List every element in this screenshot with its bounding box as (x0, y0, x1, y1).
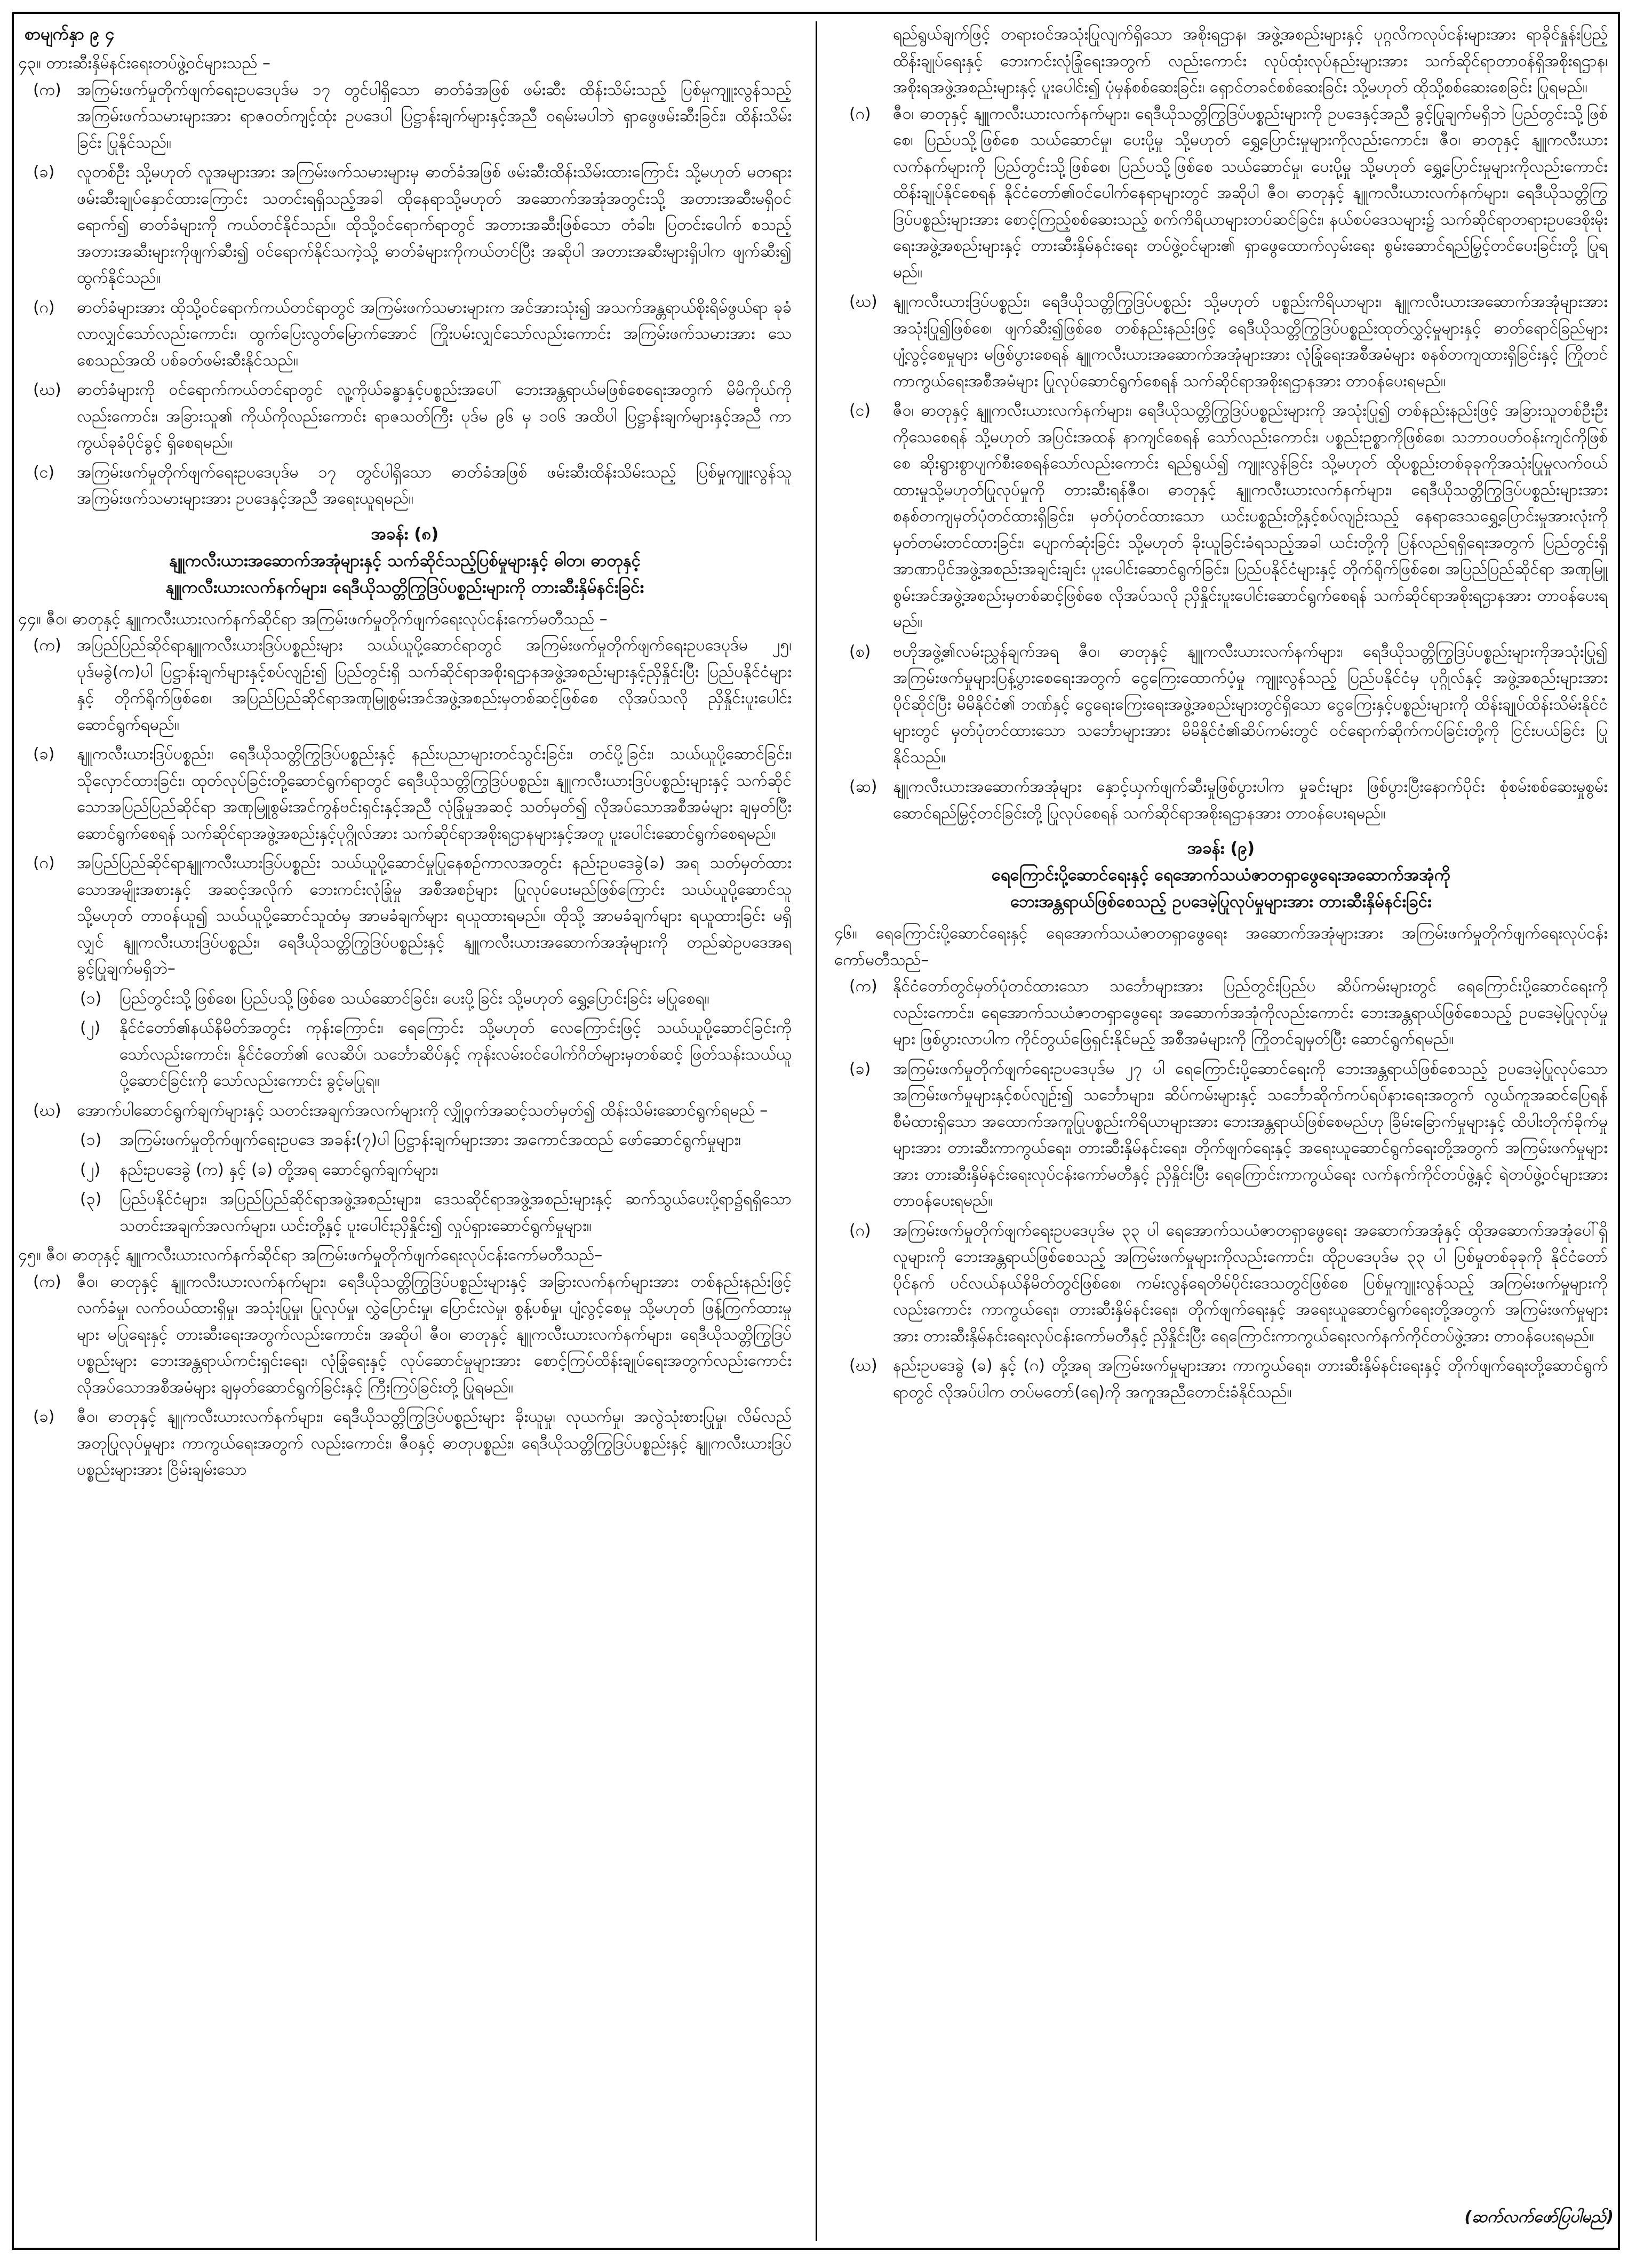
clause-text: နျူကလီးယားအဆောက်အအုံများ နှောင့်ယှက်ဖျက်ဆီးမှုဖြစ်ပွားပါက မှုခင်းများ ဖြစ်ပွားပြီးနောက်ပိုင်း စုံစမ်းစစ်ဆေးမှုစွမ်းဆောင်ရည်မြှင့်တင်ခြင်းတို့ ပြုလုပ်စေရန် သက်ဆိုင်ရာအစိုးရဌာနအား တာဝန်ပေးရမည်။ (893, 777, 1608, 823)
continued-paragraph: ရည်ရွယ်ချက်ဖြင့် တရားဝင်အသုံးပြုလျက်ရှိသော အစိုးရဌာန၊ အဖွဲ့အစည်းများနှင့် ပုဂ္ဂလိကလုပ်ငန်းများအား ရာခိုင်နှုန်းပြည့်ထိန်းချုပ်ရေးနှင့် ဘေးကင်းလုံခြုံရေးအတွက် လည်းကောင်း လုပ်ထုံးလုပ်နည်းများအား သက်ဆိုင်ရာတာဝန်ရှိအစိုးရဌာန၊ အစိုးရအဖွဲ့အစည်းများနှင့် ပူးပေါင်း၍ ပုံမှန်စစ်ဆေးခြင်း၊ ရှောင်တခင်စစ်ဆေးခြင်း သို့မဟုတ် ထိုသို့စစ်ဆေးစေခြင်း ပြုရမည်။ (893, 25, 1608, 97)
clause-text: ဓာတ်ခံများကို ဝင်ရောက်ကယ်တင်ရာတွင် လူ့ကိုယ်ခန္ဓာနှင့်ပစ္စည်းအပေါ် ဘေးအန္တရာယ်မဖြစ်စေရေးအတွက် မိမိကိုယ်ကိုလည်းကောင်း၊ အခြားသူ၏ ကိုယ်ကိုလည်းကောင်း ရာဇသတ်ကြီး ပုဒ်မ ၉၆ မှ ၁၀၆ အထိပါ ပြဋ္ဌာန်းချက်များနှင့်အညီ ကာကွယ်ခုခံပိုင်ခွင့် ရှိစေရမည်။ (77, 380, 792, 452)
clause-item (18, 1186, 792, 1239)
clause-item (18, 1269, 792, 1401)
clause-text: ပြည်ပနိုင်ငံများ၊ အပြည်ပြည်ဆိုင်ရာအဖွဲ့အစည်းများ၊ ဒေသဆိုင်ရာအဖွဲ့အစည်းများနှင့် ဆက်သွယ်ပေးပို့ရာ၌ရရှိသော သတင်းအချက်အလက်များ၊ ယင်းတို့နှင့် ပူးပေါင်းညှိနှိုင်း၍ လှုပ်ရှားဆောင်ရွက်မှုများ။ (119, 1190, 792, 1235)
right-column (834, 21, 1608, 2241)
clause-text: နည်းဥပဒေခွဲ (ခ) နှင့် (ဂ) တို့အရ အကြမ်းဖက်မှုများအား ကာကွယ်ရေး၊ တားဆီးနှိမ်နင်းရေးနှင့် တိုက်ဖျက်ရေးတို့ဆောင်ရွက်ရာတွင် လိုအပ်ပါက တပ်မတော်(ရေ)ကို အကူအညီတောင်းခံနိုင်သည်။ (893, 1356, 1608, 1402)
clause-item (18, 377, 792, 456)
column-divider (816, 21, 817, 2241)
clause-text: ဗဟိုအဖွဲ့၏လမ်းညွှန်ချက်အရ ဇီဝ၊ ဓာတုနှင့် နျူကလီးယားလက်နက်များ၊ ရေဒီယိုသတ္တိကြွဒြပ်ပစ္စည်းများကိုအသုံးပြု၍ အကြမ်းဖက်မှုများပြန့်ပွားစေရေးအတွက် ငွေကြေးထောက်ပံ့မှု ကျူးလွန်သည့် ပြည်ပနိုင်ငံမှ ပုဂ္ဂိုလ်နှင့် အဖွဲ့အစည်းများအား ပိုင်ဆိုင်ပြီး မိမိနိုင်ငံ၏ ဘဏ်နှင့် ငွေရေးကြေးရေးအဖွဲ့အစည်းများတွင်ရှိသော ငွေကြေးနှင့်ပစ္စည်းများကို ထိန်းချုပ်ထိန်းသိမ်းနိုင်ငံများတွင် မှတ်ပုံတင်ထားသော သင်္ဘောများအား မိမိနိုင်ငံ၏ဆိပ်ကမ်းတွင် ဝင်ရောက်ဆိုက်ကပ်ခြင်းတို့ကို ငြင်းပယ်ခြင်း ပြုနိုင်သည်။ (893, 642, 1608, 767)
clause-label: (ခ) (33, 745, 55, 763)
section-text: ရေကြောင်းပို့ဆောင်ရေးနှင့် ရေအောက်သယံဇာတရှာဖွေရေး အဆောက်အအုံများအား အကြမ်းဖက်မှုတိုက်ဖျက်ရေးလုပ်ငန်းကော်မတီသည်– (834, 924, 1608, 969)
left-column (18, 21, 792, 2241)
clause-item (18, 459, 792, 512)
section-number: ၄၅။ (18, 1246, 41, 1264)
clause-item (834, 639, 1608, 771)
section-44-intro (18, 606, 792, 633)
continued-note: (ဆက်လက်ဖော်ပြပါမည်) (1464, 2208, 1614, 2226)
clause-label: (ခ) (849, 1059, 871, 1078)
clause-label: (ဃ) (33, 380, 61, 399)
clause-text: ပြည်တွင်းသို့ဖြစ်စေ၊ ပြည်ပသို့ဖြစ်စေ သယ်ဆောင်ခြင်း၊ ပေးပို့ခြင်း သို့မဟုတ် ရွှေ့ပြောင်းခြင်း မပြုစေရ။ (119, 989, 709, 1008)
clause-label: (က) (33, 80, 61, 99)
clause-item (18, 295, 792, 374)
clause-item (18, 1404, 792, 1483)
clause-text: အကြမ်းဖက်မှုတိုက်ဖျက်ရေးဥပဒေပုဒ်မ ၁၇ တွင်ပါရှိသော ဓာတ်ခံအဖြစ် ဖမ်းဆီး ထိန်းသိမ်းသည့် ပြစ်မှုကျူးလွန်သည့် အကြမ်းဖက်သမားများအား ရာဇဝတ်ကျင့်ထုံး ဥပဒေပါ ပြဋ္ဌာန်းချက်များနှင့်အညီ ဝရမ်းမပါဘဲ ရှာဖွေဖမ်းဆီးခြင်း၊ ထိန်းသိမ်းခြင်း ပြုနိုင်သည်။ (77, 80, 792, 152)
clause-label: (င) (33, 463, 55, 482)
page-body (18, 21, 1618, 2246)
section-text: ဇီဝ၊ ဓာတုနှင့် နျူကလီးယားလက်နက်ဆိုင်ရာ အကြမ်းဖက်မှုတိုက်ဖျက်ရေးလုပ်ငန်းကော်မတီသည်– (46, 1246, 603, 1264)
clause-label: (စ) (849, 642, 871, 661)
section-43-intro (18, 50, 792, 77)
page-number-header: စာမျက်နှာ ၉ ၄ (25, 25, 115, 44)
clause-label: (၂) (80, 1160, 101, 1179)
clause-label: (ဂ) (33, 298, 55, 317)
chapter-number: အခန်း (၈) (371, 524, 439, 544)
chapter-number: အခန်း (၉) (1187, 839, 1255, 858)
clause-label: (ဂ) (33, 854, 55, 872)
section-number: ၄၃။ (18, 54, 41, 73)
section-45-intro (18, 1242, 792, 1269)
clause-text: ဇီဝ၊ ဓာတုနှင့် နျူကလီးယားလက်နက်များ၊ ရေဒီယိုသတ္တိကြွဒြပ်ပစ္စည်းများနှင့် အခြားလက်နက်များအား တစ်နည်းနည်းဖြင့် လက်ခံမှု၊ လက်ဝယ်ထားရှိမှု၊ အသုံးပြုမှု၊ ပြုလုပ်မှု၊ လွှဲပြောင်းမှု၊ ပြောင်းလဲမှု၊ စွန့်ပစ်မှု၊ ပျံ့လွင့်စေမှု သို့မဟုတ် ဖြန့်ကြက်ထားမှုများ မပြုရေးနှင့် တားဆီးရေးအတွက်လည်းကောင်း၊ အဆိုပါ ဇီဝ၊ ဓာတုနှင့် နျူကလီးယားလက်နက်များ၊ ရေဒီယိုသတ္တိကြွဒြပ်ပစ္စည်းများ ဘေးအန္တရာယ်ကင်းရှင်းရေး၊ လုံခြုံရေးနှင့် လုပ်ဆောင်မှုများအား စောင့်ကြပ်ထိန်းချုပ်ရေးအတွက်လည်းကောင်း လိုအပ်သောအစီအမံများ ချမှတ်ဆောင်ရွက်ခြင်းနှင့် ကြီးကြပ်ခြင်းတို့ ပြုရမည်။ (77, 1272, 792, 1397)
clause-label: (ခ) (33, 163, 55, 181)
clause-text: အကြမ်းဖက်မှုတိုက်ဖျက်ရေးဥပဒေပုဒ်မ ၂၇ ပါ ရေကြောင်းပို့ဆောင်ရေးကို ဘေးအန္တရာယ်ဖြစ်စေသည့် ဥပဒေမဲ့ပြုလုပ်သော အကြမ်းဖက်မှုများနှင့်စပ်လျဉ်း၍ သင်္ဘောများ၊ ဆိပ်ကမ်းများနှင့် သင်္ဘောဆိုက်ကပ်ရပ်နားရေးအတွက် လွယ်ကူအဆင်ပြေရန် စီမံထားရှိသော အထောက်အကူပြုပစ္စည်းကိရိယာများအား ဘေးအန္တရာယ်ဖြစ်စေမည်ဟု ခြိမ်းခြောက်မှုများနှင့် ထိပါးတိုက်ခိုက်မှုများအား တားဆီးကာကွယ်ရေး၊ တားဆီးနှိမ်နင်းရေး၊ တိုက်ဖျက်ရေးနှင့် အရေးယူဆောင်ရွက်ရေးတို့အတွက် အကြမ်းဖက်မှုများအား တားဆီးနှိမ်နင်းရေးလုပ်ငန်းကော်မတီနှင့် ညှိနှိုင်းပြီး ရေကြောင်းကာကွယ်ရေး လက်နက်ကိုင်တပ်ဖွဲ့နှင့် ရဲတပ်ဖွဲ့ဝင်များအား တာဝန်ပေးရမည်။ (893, 1059, 1608, 1210)
clause-item (834, 1217, 1608, 1350)
section-46-intro (834, 920, 1608, 973)
section-44-items (18, 632, 792, 1239)
chapter-9-heading (834, 835, 1608, 915)
clause-label: (ဂ) (849, 1221, 871, 1240)
clause-label: (ဃ) (849, 1356, 877, 1375)
clause-text: ဓာတ်ခံများအား ထိုသို့ဝင်ရောက်ကယ်တင်ရာတွင် အကြမ်းဖက်သမားများက အင်အားသုံး၍ အသက်အန္တရာယ်စိုးရိမ်ဖွယ်ရာ ခုခံလာလျှင်သော်လည်းကောင်း၊ ထွက်ပြေးလွတ်မြောက်အောင် ကြိုးပမ်းလျှင်သော်လည်းကောင်း အကြမ်းဖက်သမားအား သေစေသည်အထိ ပစ်ခတ်ဖမ်းဆီးနိုင်သည်။ (77, 298, 792, 370)
clause-label: (ခ) (33, 1407, 55, 1426)
clause-item (834, 397, 1608, 635)
chapter-title-line: နျူကလီးယားအဆောက်အအုံများနှင့် သက်ဆိုင်သည့်ပြစ်မှုများနှင့် ဓါတ၊ ဓာတုနှင့် (169, 551, 641, 570)
clause-text: နည်းဥပဒေခွဲ (က) နှင့် (ခ) တို့အရ ဆောင်ရွက်ချက်များ၊ (119, 1160, 438, 1179)
clause-label: (က) (849, 977, 877, 996)
clause-item (834, 1056, 1608, 1214)
section-45-items (18, 1269, 792, 1483)
clause-text: အပြည်ပြည်ဆိုင်ရာနျူကလီးယားဒြပ်ပစ္စည်း သယ်ယူပို့ဆောင်မှုပြုနေစဉ်ကာလအတွင်း နည်းဥပဒေခွဲ(ခ) အရ သတ်မှတ်ထားသောအမျိုးအစားနှင့် အဆင့်အလိုက် ဘေးကင်းလုံခြုံမှု အစီအစဉ်များ ပြုလုပ်ပေးမည်ဖြစ်ကြောင်း သယ်ယူပို့ဆောင်သူ သို့မဟုတ် တာဝန်ယူ၍ သယ်ယူပို့ဆောင်သူထံမှ အာမခံချက်များ ရယူထားရမည်။ ထိုသို့ အာမခံချက်များ ရယူထားခြင်း မရှိလျှင် နျူကလီးယားဒြပ်ပစ္စည်း၊ ရေဒီယိုသတ္တိကြွဒြပ်ပစ္စည်းနှင့် နျူကလီးယားအဆောက်အအုံများကို တည်ဆဲဥပဒေအရ ခွင့်ပြုချက်မရှိဘဲ– (77, 854, 792, 978)
clause-text: ဇီဝ၊ ဓာတုနှင့် နျူကလီးယားလက်နက်များ၊ ရေဒီယိုသတ္တိကြွဒြပ်ပစ္စည်းများကို ဥပဒေနှင့်အညီ ခွင့်ပြုချက်မရှိဘဲ ပြည်တွင်းသို့ဖြစ်စေ၊ ပြည်ပသို့ဖြစ်စေ သယ်ဆောင်မှု၊ ပေးပို့မှု သို့မဟုတ် ရွှေ့ပြောင်းမှုများကိုလည်းကောင်း၊ ဇီဝ၊ ဓာတုနှင့် နျူကလီးယားလက်နက်များကို ပြည်တွင်းသို့ဖြစ်စေ၊ ပြည်ပသို့ဖြစ်စေ သယ်ဆောင်မှု၊ ပေးပို့မှု သို့မဟုတ် ရွှေ့ပြောင်းမှုများကိုလည်းကောင်း ထိန်းချုပ်နိုင်စေရန် နိုင်ငံတော်၏ဝင်ပေါက်နေရာများတွင် အဆိုပါ ဇီဝ၊ ဓာတုနှင့် နျူကလီးယားလက်နက်များ၊ ရေဒီယိုသတ္တိကြွဒြပ်ပစ္စည်းများအား စောင့်ကြည့်စစ်ဆေးသည့် စက်ကိရိယာများတပ်ဆင်ခြင်း၊ နယ်စပ်ဒေသများ၌ သက်ဆိုင်ရာတရားဥပဒေစိုးမိုးရေးအဖွဲ့အစည်းများနှင့် တားဆီးနှိမ်နင်းရေး တပ်ဖွဲ့ဝင်များ၏ ရှာဖွေထောက်လှမ်းရေး စွမ်းဆောင်ရည်မြှင့်တင်ပေးခြင်းတို့ ပြုရမည်။ (893, 104, 1608, 282)
clause-text: နျူကလီးယားဒြပ်ပစ္စည်း၊ ရေဒီယိုသတ္တိကြွဒြပ်ပစ္စည်းနှင့် နည်းပညာများတင်သွင်းခြင်း၊ တင်ပို့ခြင်း၊ သယ်ယူပို့ဆောင်ခြင်း၊ သိုလှောင်ထားခြင်း၊ ထုတ်လုပ်ခြင်းတို့ဆောင်ရွက်ရာတွင် ရေဒီယိုသတ္တိကြွဒြပ်ပစ္စည်း၊ နျူကလီးယားဒြပ်ပစ္စည်းများနှင့် သက်ဆိုင်သောအပြည်ပြည်ဆိုင်ရာ အဏုမြူစွမ်းအင်ကွန်ဗင်းရှင်းနှင့်အညီ လုံခြုံမှုအဆင့် သတ်မှတ်၍ လိုအပ်သောအစီအမံများ ချမှတ်ပြီး ဆောင်ရွက်စေရန် သက်ဆိုင်ရာအဖွဲ့အစည်းနှင့်ပုဂ္ဂိုလ်အား သက်ဆိုင်ရာအစိုးရဌာနများနှင့်အတူ ပူးပေါင်းဆောင်ရွက်စေရမည်။ (77, 745, 792, 843)
clause-item (834, 1352, 1608, 1405)
clause-item (18, 159, 792, 291)
clause-text: အကြမ်းဖက်မှုတိုက်ဖျက်ရေးဥပဒေပုဒ်မ ၁၇ တွင်ပါရှိသော ဓာတ်ခံအဖြစ် ဖမ်းဆီးထိန်းသိမ်းသည့် ပြစ်မှုကျူးလွန်သူအကြမ်းဖက်သမားများအား ဥပဒေနှင့်အညီ အရေးယူရမည်။ (77, 463, 792, 508)
chapter-8-heading (18, 521, 792, 601)
section-number: ၄၆။ (834, 924, 857, 943)
clause-label: (၃) (80, 1190, 102, 1208)
section-43-items (18, 77, 792, 512)
clause-label: (၂) (80, 1018, 101, 1037)
clause-item (834, 289, 1608, 394)
clause-label: (ဂ) (849, 104, 871, 123)
clause-label: (ဆ) (849, 777, 877, 796)
clause-item (834, 973, 1608, 1053)
clause-label: (င) (849, 401, 871, 420)
chapter-title-line: နျူကလီးယားလက်နက်များ၊ ရေဒီယိုသတ္တိကြွဒြပ်ပစ္စည်းများကို တားဆီးနှိမ်နင်းခြင်း (165, 577, 644, 597)
clause-label: (ဃ) (849, 292, 877, 311)
section-46-items (834, 973, 1608, 1405)
clause-label: (၁) (80, 989, 102, 1008)
clause-text: အောက်ပါဆောင်ရွက်ချက်များနှင့် သတင်းအချက်အလက်များကို လျှို့ဝှက်အဆင့်သတ်မှတ်၍ ထိန်းသိမ်းဆောင်ရွက်ရမည် – (77, 1101, 768, 1120)
clause-item (834, 101, 1608, 286)
clause-text: အကြမ်းဖက်မှုတိုက်ဖျက်ရေးဥပဒေ အခန်း(၇)ပါ ပြဋ္ဌာန်းချက်များအား အကောင်အထည် ဖော်ဆောင်ရွက်မှုများ၊ (119, 1131, 741, 1149)
clause-item (18, 741, 792, 847)
clause-text: လူတစ်ဦး သို့မဟုတ် လူအများအား အကြမ်းဖက်သမားများမှ ဓာတ်ခံအဖြစ် ဖမ်းဆီးထိန်းသိမ်းထားကြောင်း သို့မဟုတ် မတရားဖမ်းဆီးချုပ်နှောင်ထားကြောင်း သတင်းရရှိသည့်အခါ ထိုနေရာသို့မဟုတ် အဆောက်အအုံအတွင်းသို့ အတားအဆီးမရှိဝင်ရောက်၍ ဓာတ်ခံများကို ကယ်တင်နိုင်သည်။ ထိုသို့ဝင်ရောက်ရာတွင် အတားအဆီးဖြစ်သော တံခါး၊ ပြတင်းပေါက် စသည့် အတားအဆီးများကိုဖျက်ဆီး၍ ဝင်ရောက်နိုင်သကဲ့သို့ ဓာတ်ခံများကိုကယ်တင်ပြီး အဆိုပါ အတားအဆီးများရှိပါက ဖျက်ဆီး၍ ထွက်နိုင်သည်။ (77, 163, 792, 287)
clause-label: (၁) (80, 1131, 102, 1149)
clause-text: ဇီဝ၊ ဓာတုနှင့် နျူကလီးယားလက်နက်များ၊ ရေဒီယိုသတ္တိကြွဒြပ်ပစ္စည်းများ ခိုးယူမှု၊ လုယက်မှု၊ အလွဲသုံးစားပြုမှု၊ လိမ်လည်အတုပြုလုပ်မှုများ ကာကွယ်ရေးအတွက် လည်းကောင်း၊ ဇီဝနှင့် ဓာတုပစ္စည်း၊ ရေဒီယိုသတ္တိကြွဒြပ်ပစ္စည်းနှင့် နျူကလီးယားဒြပ်ပစ္စည်းများအား ငြိမ်းချမ်းသော (77, 1407, 792, 1479)
clause-text: အကြမ်းဖက်မှုတိုက်ဖျက်ရေးဥပဒေပုဒ်မ ၃၃ ပါ ရေအောက်သယံဇာတရှာဖွေရေး အဆောက်အအုံနှင့် ထိုအဆောက်အအုံပေါ်ရှိ လူများကို ဘေးအန္တရာယ်ဖြစ်စေသည့် အကြမ်းဖက်မှုများကိုလည်းကောင်း၊ ထိုဥပဒေပုဒ်မ ၃၃ ပါ ပြစ်မှုတစ်ခုခုကို နိုင်ငံတော်ပိုင်နက် ပင်လယ်နယ်နိမိတ်တွင်ဖြစ်စေ၊ ကမ်းလွန်ရေတိမ်ပိုင်းဒေသတွင်ဖြစ်စေ ပြစ်မှုကျူးလွန်သည့် အကြမ်းဖက်မှုများကိုလည်းကောင်း ကာကွယ်ရေး၊ တားဆီးနှိမ်နင်းရေး၊ တိုက်ဖျက်ရေးနှင့် အရေးယူဆောင်ရွက်ရေးတို့အတွက် အကြမ်းဖက်မှုများအား တားဆီးနှိမ်နင်းရေးလုပ်ငန်းကော်မတီနှင့် ညှိနှိုင်းပြီး ရေကြောင်းကာကွယ်ရေးလက်နက်ကိုင်တပ်ဖွဲ့အား တာဝန်ပေးရမည်။ (893, 1221, 1608, 1346)
clause-item (18, 632, 792, 738)
clause-text: နျူကလီးယားဒြပ်ပစ္စည်း၊ ရေဒီယိုသတ္တိကြွဒြပ်ပစ္စည်း သို့မဟုတ် ပစ္စည်းကိရိယာများ၊ နျူကလီးယားအဆောက်အအုံများအား အသုံးပြု၍ဖြစ်စေ၊ ဖျက်ဆီး၍ဖြစ်စေ တစ်နည်းနည်းဖြင့် ရေဒီယိုသတ္တိကြွဒြပ်ပစ္စည်းထုတ်လွှင့်မှုများနှင့် ဓာတ်ရောင်ခြည်များ ပျံ့လွင့်စေမှုများ မဖြစ်ပွားစေရန် နျူကလီးယားအဆောက်အအုံများအား လုံခြုံရေးအစီအမံများ စနစ်တကျထားရှိခြင်းနှင့် ကြိုတင်ကာကွယ်ရေးအစီအမံများ ပြုလုပ်ဆောင်ရွက်စေရန် သက်ဆိုင်ရာအစိုးရဌာနအား တာဝန်ပေးရမည်။ (893, 292, 1608, 391)
section-number: ၄၄။ (18, 609, 41, 628)
clause-text: ဇီဝ၊ ဓာတုနှင့် နျူကလီးယားလက်နက်များ၊ ရေဒီယိုသတ္တိကြွဒြပ်ပစ္စည်းများကို အသုံးပြု၍ တစ်နည်းနည်းဖြင့် အခြားသူတစ်ဦးဦးကိုသေစေရန် သို့မဟုတ် အပြင်းအထန် နာကျင်စေရန် သော်လည်းကောင်း၊ ပစ္စည်းဥစ္စာကိုဖြစ်စေ၊ သဘာဝပတ်ဝန်းကျင်ကိုဖြစ်စေ ဆိုးရွားစွာပျက်စီးစေရန်သော်လည်းကောင်း ရည်ရွယ်၍ ကျူးလွန်ခြင်း သို့မဟုတ် ထိုပစ္စည်းတစ်ခုခုကိုအသုံးပြုမှုလက်ဝယ်ထားမှုသို့မဟုတ်ပြုလုပ်မှုကို တားဆီးရန်ဇီဝ၊ ဓာတုနှင့် နျူကလီးယားလက်နက်များ၊ ရေဒီယိုသတ္တိကြွဒြပ်ပစ္စည်းများအား စနစ်တကျမှတ်ပုံတင်ထားရှိခြင်း၊ မှတ်ပုံတင်ထားသော ယင်းပစ္စည်းတို့နှင့်စပ်လျဉ်းသည့် နေရာဒေသရွှေ့ပြောင်းမှုအားလုံးကို မှတ်တမ်းတင်ထားခြင်း၊ ပျောက်ဆုံးခြင်း သို့မဟုတ် ခိုးယူခြင်းခံရသည့်အခါ ယင်းတို့ကို ပြန်လည်ရရှိရေးအတွက် ပြည်တွင်းရှိ အာဏာပိုင်အဖွဲ့အစည်းအချင်းချင်း ပူးပေါင်းဆောင်ရွက်ခြင်း၊ ပြည်ပနိုင်ငံများနှင့် တိုက်ရိုက်ဖြစ်စေ၊ အပြည်ပြည်ဆိုင်ရာ အဏုမြူစွမ်းအင်အဖွဲ့အစည်းမှတစ်ဆင့်ဖြစ်စေ လိုအပ်သလို ညှိနှိုင်းပူးပေါင်းဆောင်ရွက်စေရန် သက်ဆိုင်ရာအစိုးရဌာနအား တာဝန်ပေးရမည်။ (893, 401, 1608, 631)
chapter-title-line: ဘေးအန္တရာယ်ဖြစ်စေသည့် ဥပဒေမဲ့ပြုလုပ်မှုများအား တားဆီးနှိမ်နင်းခြင်း (1010, 892, 1432, 911)
clause-item (18, 77, 792, 156)
section-45-items-cont (834, 101, 1608, 827)
clause-text: နိုင်ငံတော်တွင်မှတ်ပုံတင်ထားသော သင်္ဘောများအား ပြည်တွင်းပြည်ပ ဆိပ်ကမ်းများတွင် ရေကြောင်းပို့ဆောင်ရေးကိုလည်းကောင်း၊ ရေအောက်သယံဇာတရှာဖွေရေး အဆောက်အအုံကိုလည်းကောင်း ဘေးအန္တရာယ်ဖြစ်စေသည့် ဥပဒေမဲ့ပြုလုပ်မှုများ ဖြစ်ပွားလာပါက ကိုင်တွယ်ဖြေရှင်းနိုင်မည့် အစီအမံများကို ကြိုတင်ချမှတ်ပြီး ဆောင်ရွက်ရမည်။ (893, 977, 1608, 1048)
clause-item (18, 1097, 792, 1124)
clause-label: (က) (33, 636, 61, 655)
clause-item (834, 774, 1608, 826)
clause-label: (ဃ) (33, 1101, 61, 1120)
section-text: ဇီဝ၊ ဓာတုနှင့် နျူကလီးယားလက်နက်ဆိုင်ရာ အကြမ်းဖက်မှုတိုက်ဖျက်ရေးလုပ်ငန်းကော်မတီသည် – (46, 609, 608, 628)
clause-item (18, 1127, 792, 1153)
clause-item (18, 1015, 792, 1094)
clause-item (18, 850, 792, 982)
clause-item (18, 1157, 792, 1183)
clause-text: အပြည်ပြည်ဆိုင်ရာနျူကလီးယားဒြပ်ပစ္စည်းများ သယ်ယူပို့ဆောင်ရာတွင် အကြမ်းဖက်မှုတိုက်ဖျက်ရေးဥပဒေပုဒ်မ ၂၅၊ ပုဒ်မခွဲ(က)ပါ ပြဋ္ဌာန်းချက်များနှင့်စပ်လျဉ်း၍ ပြည်တွင်းရှိ သက်ဆိုင်ရာအစိုးရဌာနအဖွဲ့အစည်းများနှင့်ညှိနှိုင်းပြီး ပြည်ပနိုင်ငံများနှင့် တိုက်ရိုက်ဖြစ်စေ၊ အပြည်ပြည်ဆိုင်ရာအဏုမြူစွမ်းအင်အဖွဲ့အစည်းမှတစ်ဆင့်ဖြစ်စေ လိုအပ်သလို ညှိနှိုင်းပူးပေါင်းဆောင်ရွက်ရမည်။ (77, 636, 792, 734)
chapter-title-line: ရေကြောင်းပို့ဆောင်ရေးနှင့် ရေအောက်သယံဇာတရှာဖွေရေးအဆောက်အအုံကို (991, 865, 1451, 885)
clause-text: နိုင်ငံတော်၏နယ်နိမိတ်အတွင်း ကုန်းကြောင်း၊ ရေကြောင်း သို့မဟုတ် လေကြောင်းဖြင့် သယ်ယူပို့ဆောင်ခြင်းကိုသော်လည်းကောင်း၊ နိုင်ငံတော်၏ လေဆိပ်၊ သင်္ဘောဆိပ်နှင့် ကုန်းလမ်းဝင်ပေါက်ဂိတ်များမှတစ်ဆင့် ဖြတ်သန်းသယ်ယူပို့ဆောင်ခြင်းကို သော်လည်းကောင်း ခွင့်မပြုရ။ (119, 1018, 792, 1090)
clause-item (18, 985, 792, 1012)
section-text: တားဆီးနှိမ်နင်းရေးတပ်ဖွဲ့ဝင်များသည် – (46, 54, 271, 73)
clause-label: (က) (33, 1272, 61, 1291)
